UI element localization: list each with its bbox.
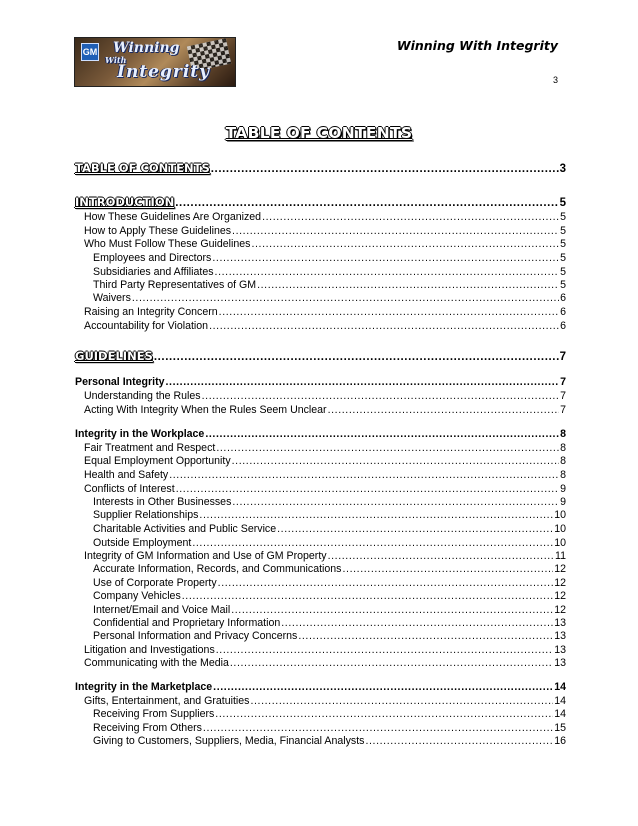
toc-entry-page: 14	[554, 681, 566, 693]
toc-entry[interactable]	[75, 292, 566, 305]
toc-entry-label: Internet/Email and Voice Mail	[93, 604, 231, 616]
toc-entry-page: 9	[560, 496, 566, 508]
toc-entry-label: Fair Treatment and Respect	[84, 442, 216, 454]
dot-leader	[257, 279, 559, 292]
toc-entry-page: 13	[554, 657, 566, 669]
toc-entry-label: Communicating with the Media	[84, 657, 229, 669]
toc-entry-label: How These Guidelines Are Organized	[84, 211, 262, 223]
toc-entry-label: Equal Employment Opportunity	[84, 455, 231, 467]
toc-entry[interactable]	[75, 350, 566, 364]
toc-entry-label: Who Must Follow These Guidelines	[84, 238, 251, 250]
toc-entry-label: Accountability for Violation	[84, 320, 209, 332]
toc-entry-page: 6	[560, 292, 566, 304]
dot-leader	[251, 238, 559, 251]
dot-leader	[262, 211, 559, 224]
toc-entry-page: 7	[559, 351, 566, 363]
toc-entry[interactable]	[75, 604, 566, 617]
toc-entry-page: 5	[560, 279, 566, 291]
dot-leader	[328, 550, 554, 563]
toc-entry-page: 12	[554, 590, 566, 602]
dot-leader	[212, 252, 559, 265]
toc-entry[interactable]	[75, 630, 566, 643]
toc-entry[interactable]	[75, 376, 566, 389]
toc-entry-label: Subsidiaries and Affiliates	[93, 266, 214, 278]
toc-entry-page: 6	[560, 320, 566, 332]
toc-entry[interactable]	[75, 735, 566, 748]
toc-entry-page: 8	[560, 469, 566, 481]
toc-entry-page: 12	[554, 563, 566, 575]
toc-entry-page: 13	[554, 617, 566, 629]
dot-leader	[199, 509, 553, 522]
toc-entry[interactable]	[75, 657, 566, 670]
toc-entry-label: Charitable Activities and Public Service	[93, 523, 277, 535]
toc-entry[interactable]	[75, 455, 566, 468]
toc-entry[interactable]	[75, 496, 566, 509]
toc-entry-label: Confidential and Proprietary Information	[93, 617, 281, 629]
toc-entry-label: Giving to Customers, Suppliers, Media, Financial Analysts	[93, 735, 365, 747]
toc-entry[interactable]	[75, 523, 566, 536]
toc-entry[interactable]	[75, 550, 566, 563]
toc-entry[interactable]	[75, 390, 566, 403]
dot-leader	[298, 630, 553, 643]
dot-leader	[277, 523, 553, 536]
toc-entry-label: GUIDELINES	[75, 349, 153, 363]
logo-text-with: With	[105, 55, 127, 65]
toc-entry-page: 10	[554, 509, 566, 521]
toc-entry[interactable]	[75, 708, 566, 721]
dot-leader	[175, 197, 558, 210]
toc-entry[interactable]	[75, 563, 566, 576]
toc-entry-label: Conflicts of Interest	[84, 483, 175, 495]
toc-entry[interactable]	[75, 617, 566, 630]
page-title: TABLE OF CONTENTS	[225, 124, 413, 142]
toc-entry[interactable]	[75, 211, 566, 224]
dot-leader	[132, 292, 559, 305]
toc-entry-page: 8	[560, 442, 566, 454]
dot-leader	[203, 722, 553, 735]
dot-leader	[328, 404, 560, 417]
dot-leader	[154, 351, 559, 364]
toc-entry-label: Receiving From Suppliers	[93, 708, 215, 720]
toc-entry-label: Personal Information and Privacy Concerns	[93, 630, 298, 642]
toc-entry-page: 15	[554, 722, 566, 734]
toc-entry-label: Litigation and Investigations	[84, 644, 215, 656]
dot-leader	[216, 644, 553, 657]
dot-leader	[215, 266, 560, 279]
toc-entry[interactable]	[75, 320, 566, 333]
toc-entry-page: 5	[560, 211, 566, 223]
dot-leader	[211, 163, 559, 176]
toc-entry-label: Health and Safety	[84, 469, 169, 481]
toc-entry-label: Third Party Representatives of GM	[93, 279, 257, 291]
dot-leader	[169, 469, 559, 482]
dot-leader	[281, 617, 553, 630]
dot-leader	[250, 695, 553, 708]
toc-entry-page: 7	[560, 390, 566, 402]
toc-entry-label: Gifts, Entertainment, and Gratuities	[84, 695, 250, 707]
toc-entry-label: Employees and Directors	[93, 252, 212, 264]
toc-entry-page: 9	[560, 483, 566, 495]
toc-entry-label: Raising an Integrity Concern	[84, 306, 218, 318]
toc-entry-label: Integrity in the Workplace	[75, 428, 205, 440]
toc-entry-page: 5	[560, 266, 566, 278]
toc-entry-page: 14	[554, 695, 566, 707]
toc-entry-page: 6	[560, 306, 566, 318]
toc-entry-label: Accurate Information, Records, and Communications	[93, 563, 342, 575]
toc-entry-label: Understanding the Rules	[84, 390, 201, 402]
toc-entry[interactable]	[75, 590, 566, 603]
toc-entry-page: 7	[560, 376, 566, 388]
toc-entry-label: Use of Corporate Property	[93, 577, 217, 589]
toc-entry-page: 5	[560, 225, 566, 237]
toc-entry-page: 13	[554, 644, 566, 656]
toc-entry[interactable]	[75, 483, 566, 496]
dot-leader	[231, 604, 553, 617]
toc-entry-label: Integrity in the Marketplace	[75, 681, 213, 693]
dot-leader	[176, 483, 559, 496]
toc-entry-page: 5	[560, 252, 566, 264]
toc-entry[interactable]	[75, 266, 566, 279]
toc-entry-page: 8	[560, 455, 566, 467]
dot-leader	[202, 390, 559, 403]
dot-leader	[182, 590, 553, 603]
dot-leader	[232, 496, 559, 509]
toc-entry[interactable]	[75, 428, 566, 441]
dot-leader	[215, 708, 553, 721]
toc-entry-page: 8	[560, 428, 566, 440]
toc-entry-page: 5	[560, 238, 566, 250]
toc-entry-label: Outside Employment	[93, 537, 192, 549]
dot-leader	[216, 442, 559, 455]
page-number: 3	[552, 75, 558, 85]
toc-entry[interactable]	[75, 644, 566, 657]
dot-leader	[213, 681, 553, 694]
toc-entry-page: 5	[559, 197, 566, 209]
dot-leader	[230, 657, 553, 670]
dot-leader	[232, 455, 559, 468]
toc-entry-page: 11	[555, 550, 566, 562]
dot-leader	[205, 428, 559, 441]
toc-entry[interactable]	[75, 469, 566, 482]
toc-entry-label: Interests in Other Businesses	[93, 496, 232, 508]
toc-entry[interactable]	[75, 577, 566, 590]
winning-with-integrity-logo	[74, 37, 236, 87]
toc-entry[interactable]	[75, 252, 566, 265]
toc-entry[interactable]	[75, 442, 566, 455]
toc-entry-label: How to Apply These Guidelines	[84, 225, 232, 237]
dot-leader	[218, 577, 554, 590]
dot-leader	[342, 563, 553, 576]
dot-leader	[232, 225, 559, 238]
toc-entry-label: Acting With Integrity When the Rules Seem Unclear	[84, 404, 327, 416]
toc-entry[interactable]	[75, 162, 566, 176]
running-header-title: Winning With Integrity	[396, 38, 558, 53]
toc-entry[interactable]	[75, 681, 566, 694]
toc-entry-page: 7	[560, 404, 566, 416]
toc-entry-label: TABLE OF CONTENTS	[75, 161, 210, 175]
toc-entry[interactable]	[75, 238, 566, 251]
toc-entry-page: 12	[554, 577, 566, 589]
toc-entry-page: 14	[554, 708, 566, 720]
toc-entry[interactable]	[75, 279, 566, 292]
toc-entry[interactable]	[75, 196, 566, 210]
toc-entry-label: Integrity of GM Information and Use of GM Property	[84, 550, 327, 562]
toc-entry-page: 16	[554, 735, 566, 747]
dot-leader	[209, 320, 559, 333]
toc-entry-label: INTRODUCTION	[75, 195, 175, 209]
toc-entry[interactable]	[75, 537, 566, 550]
toc-entry[interactable]	[75, 225, 566, 238]
toc-entry-label: Company Vehicles	[93, 590, 181, 602]
logo-text-winning: Winning	[113, 40, 180, 56]
toc-entry-page: 10	[554, 537, 566, 549]
dot-leader	[219, 306, 559, 319]
dot-leader	[165, 376, 559, 389]
toc-entry[interactable]	[75, 306, 566, 319]
logo-text-integrity: Integrity	[117, 62, 211, 82]
toc-entry[interactable]	[75, 404, 566, 417]
toc-entry-label: Receiving From Others	[93, 722, 202, 734]
toc-entry-page: 12	[554, 604, 566, 616]
toc-entry-label: Personal Integrity	[75, 376, 165, 388]
toc-entry[interactable]	[75, 695, 566, 708]
toc-entry[interactable]	[75, 509, 566, 522]
toc-entry[interactable]	[75, 722, 566, 735]
toc-entry-page: 10	[554, 523, 566, 535]
toc-entry-page: 13	[554, 630, 566, 642]
toc-entry-label: Supplier Relationships	[93, 509, 199, 521]
gm-logo-icon: GM	[81, 43, 99, 61]
toc-entry-label: Waivers	[93, 292, 131, 304]
toc-entry-page: 3	[559, 163, 566, 175]
dot-leader	[365, 735, 553, 748]
dot-leader	[192, 537, 553, 550]
